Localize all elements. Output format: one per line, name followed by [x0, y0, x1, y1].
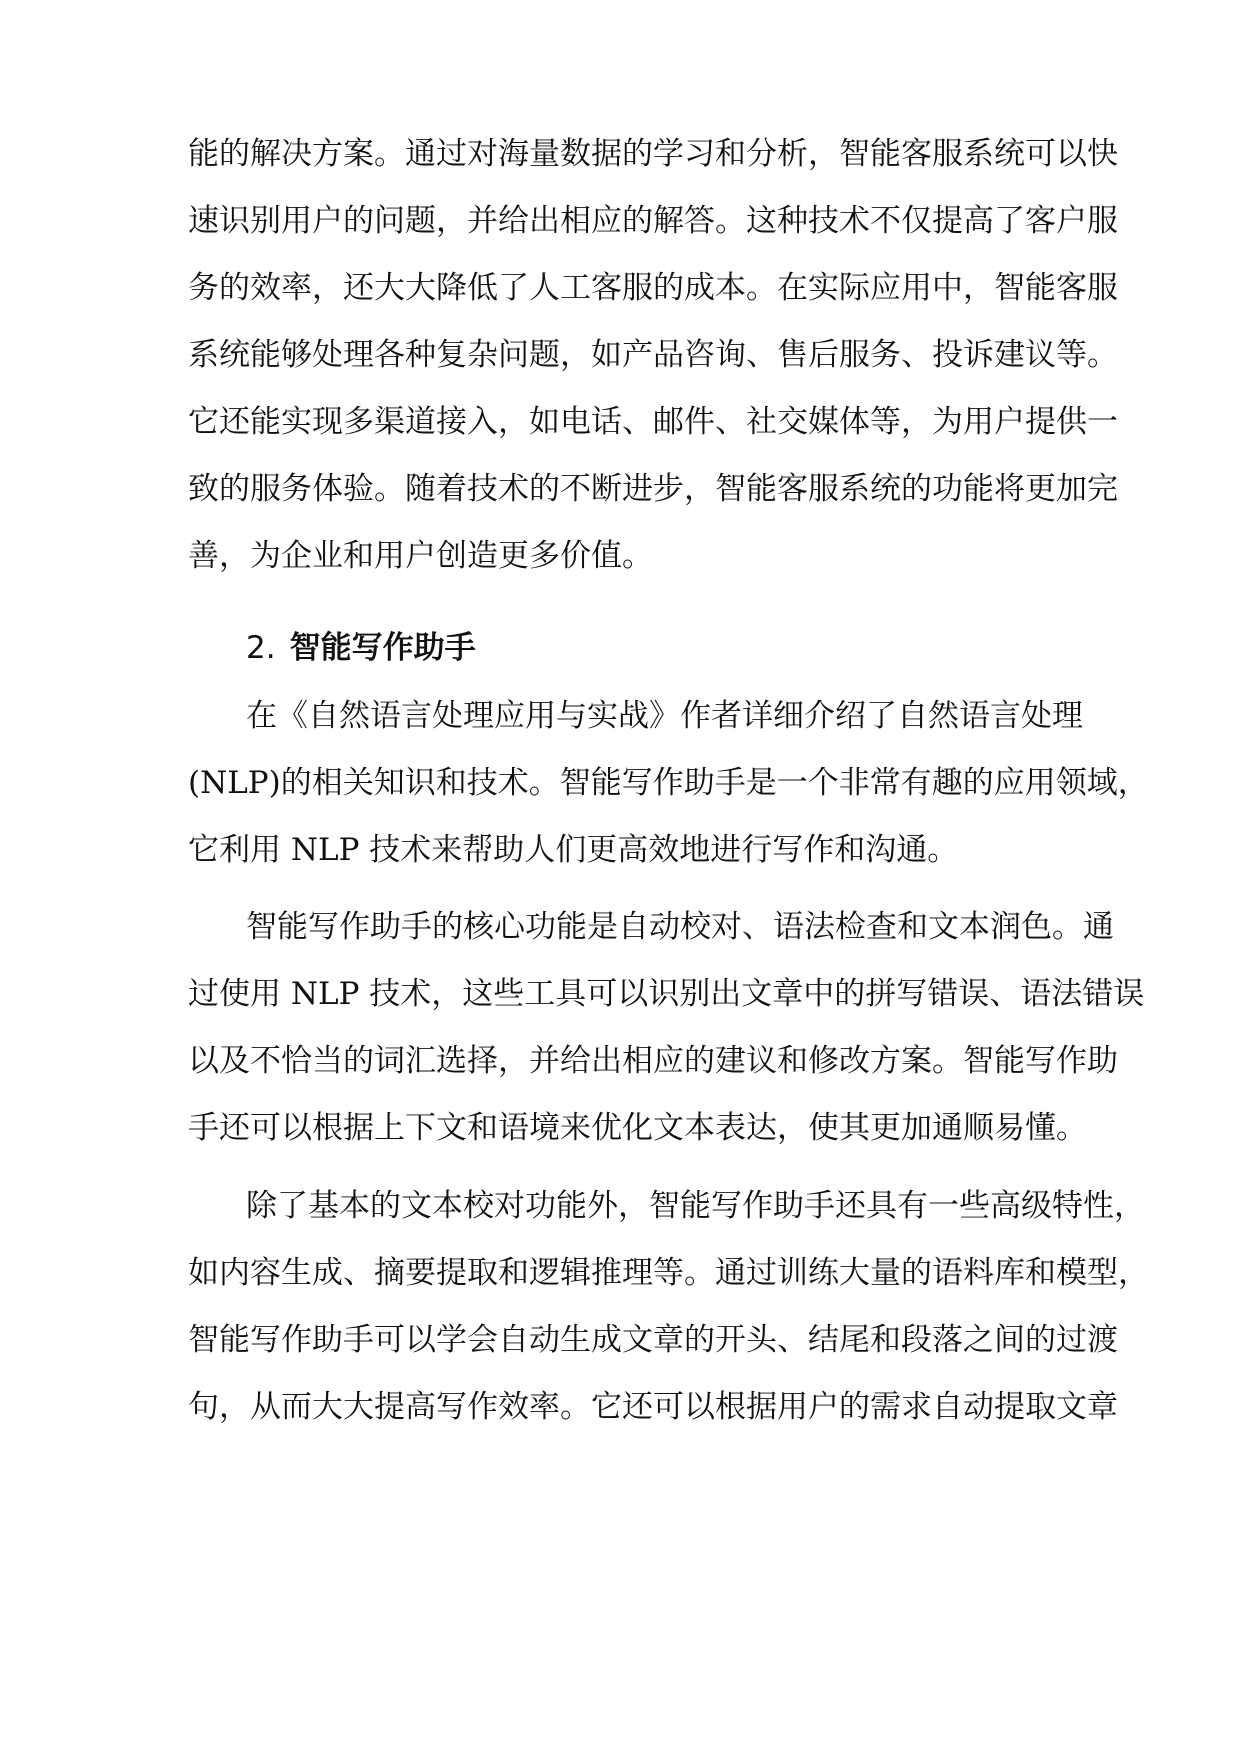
paragraph-line: (NLP)的相关知识和技术。智能写作助手是一个非常有趣的应用领域， [188, 765, 1149, 801]
paragraph-line: 能的解决方案。通过对海量数据的学习和分析，智能客服系统可以快 [188, 136, 1118, 172]
paragraph-line: 智能写作助手可以学会自动生成文章的开头、结尾和段落之间的过渡 [188, 1322, 1118, 1358]
paragraph-line: 它利用 NLP 技术来帮助人们更高效地进行写作和沟通。 [188, 832, 959, 868]
paragraph-line: 在《自然语言处理应用与实战》作者详细介绍了自然语言处理 [246, 698, 1083, 734]
paragraph-line: 除了基本的文本校对功能外，智能写作助手还具有一些高级特性， [246, 1188, 1145, 1224]
paragraph-line: 系统能够处理各种复杂问题，如产品咨询、售后服务、投诉建议等。 [188, 337, 1118, 373]
paragraph-line: 手还可以根据上下文和语境来优化文本表达，使其更加通顺易懂。 [188, 1110, 1087, 1146]
paragraph-line: 以及不恰当的词汇选择，并给出相应的建议和修改方案。智能写作助 [188, 1043, 1118, 1079]
paragraph-line: 过使用 NLP 技术，这些工具可以识别出文章中的拼写错误、语法错误 [188, 976, 1145, 1012]
paragraph-line: 如内容生成、摘要提取和逻辑推理等。通过训练大量的语料库和模型， [188, 1255, 1149, 1291]
paragraph-line: 它还能实现多渠道接入，如电话、邮件、社交媒体等，为用户提供一 [188, 404, 1118, 440]
paragraph-line: 致的服务体验。随着技术的不断进步，智能客服系统的功能将更加完 [188, 471, 1118, 507]
paragraph-line: 务的效率，还大大降低了人工客服的成本。在实际应用中，智能客服 [188, 270, 1118, 306]
paragraph-line: 善，为企业和用户创造更多价值。 [188, 538, 653, 574]
section-number: 2. [246, 630, 276, 666]
paragraph-line: 智能写作助手的核心功能是自动校对、语法检查和文本润色。通 [246, 909, 1114, 945]
paragraph-line: 速识别用户的问题，并给出相应的解答。这种技术不仅提高了客户服 [188, 203, 1118, 239]
section-heading [246, 628, 476, 668]
section-title: 智能写作助手 [289, 630, 476, 666]
paragraph-line: 句，从而大大提高写作效率。它还可以根据用户的需求自动提取文章 [188, 1389, 1118, 1425]
